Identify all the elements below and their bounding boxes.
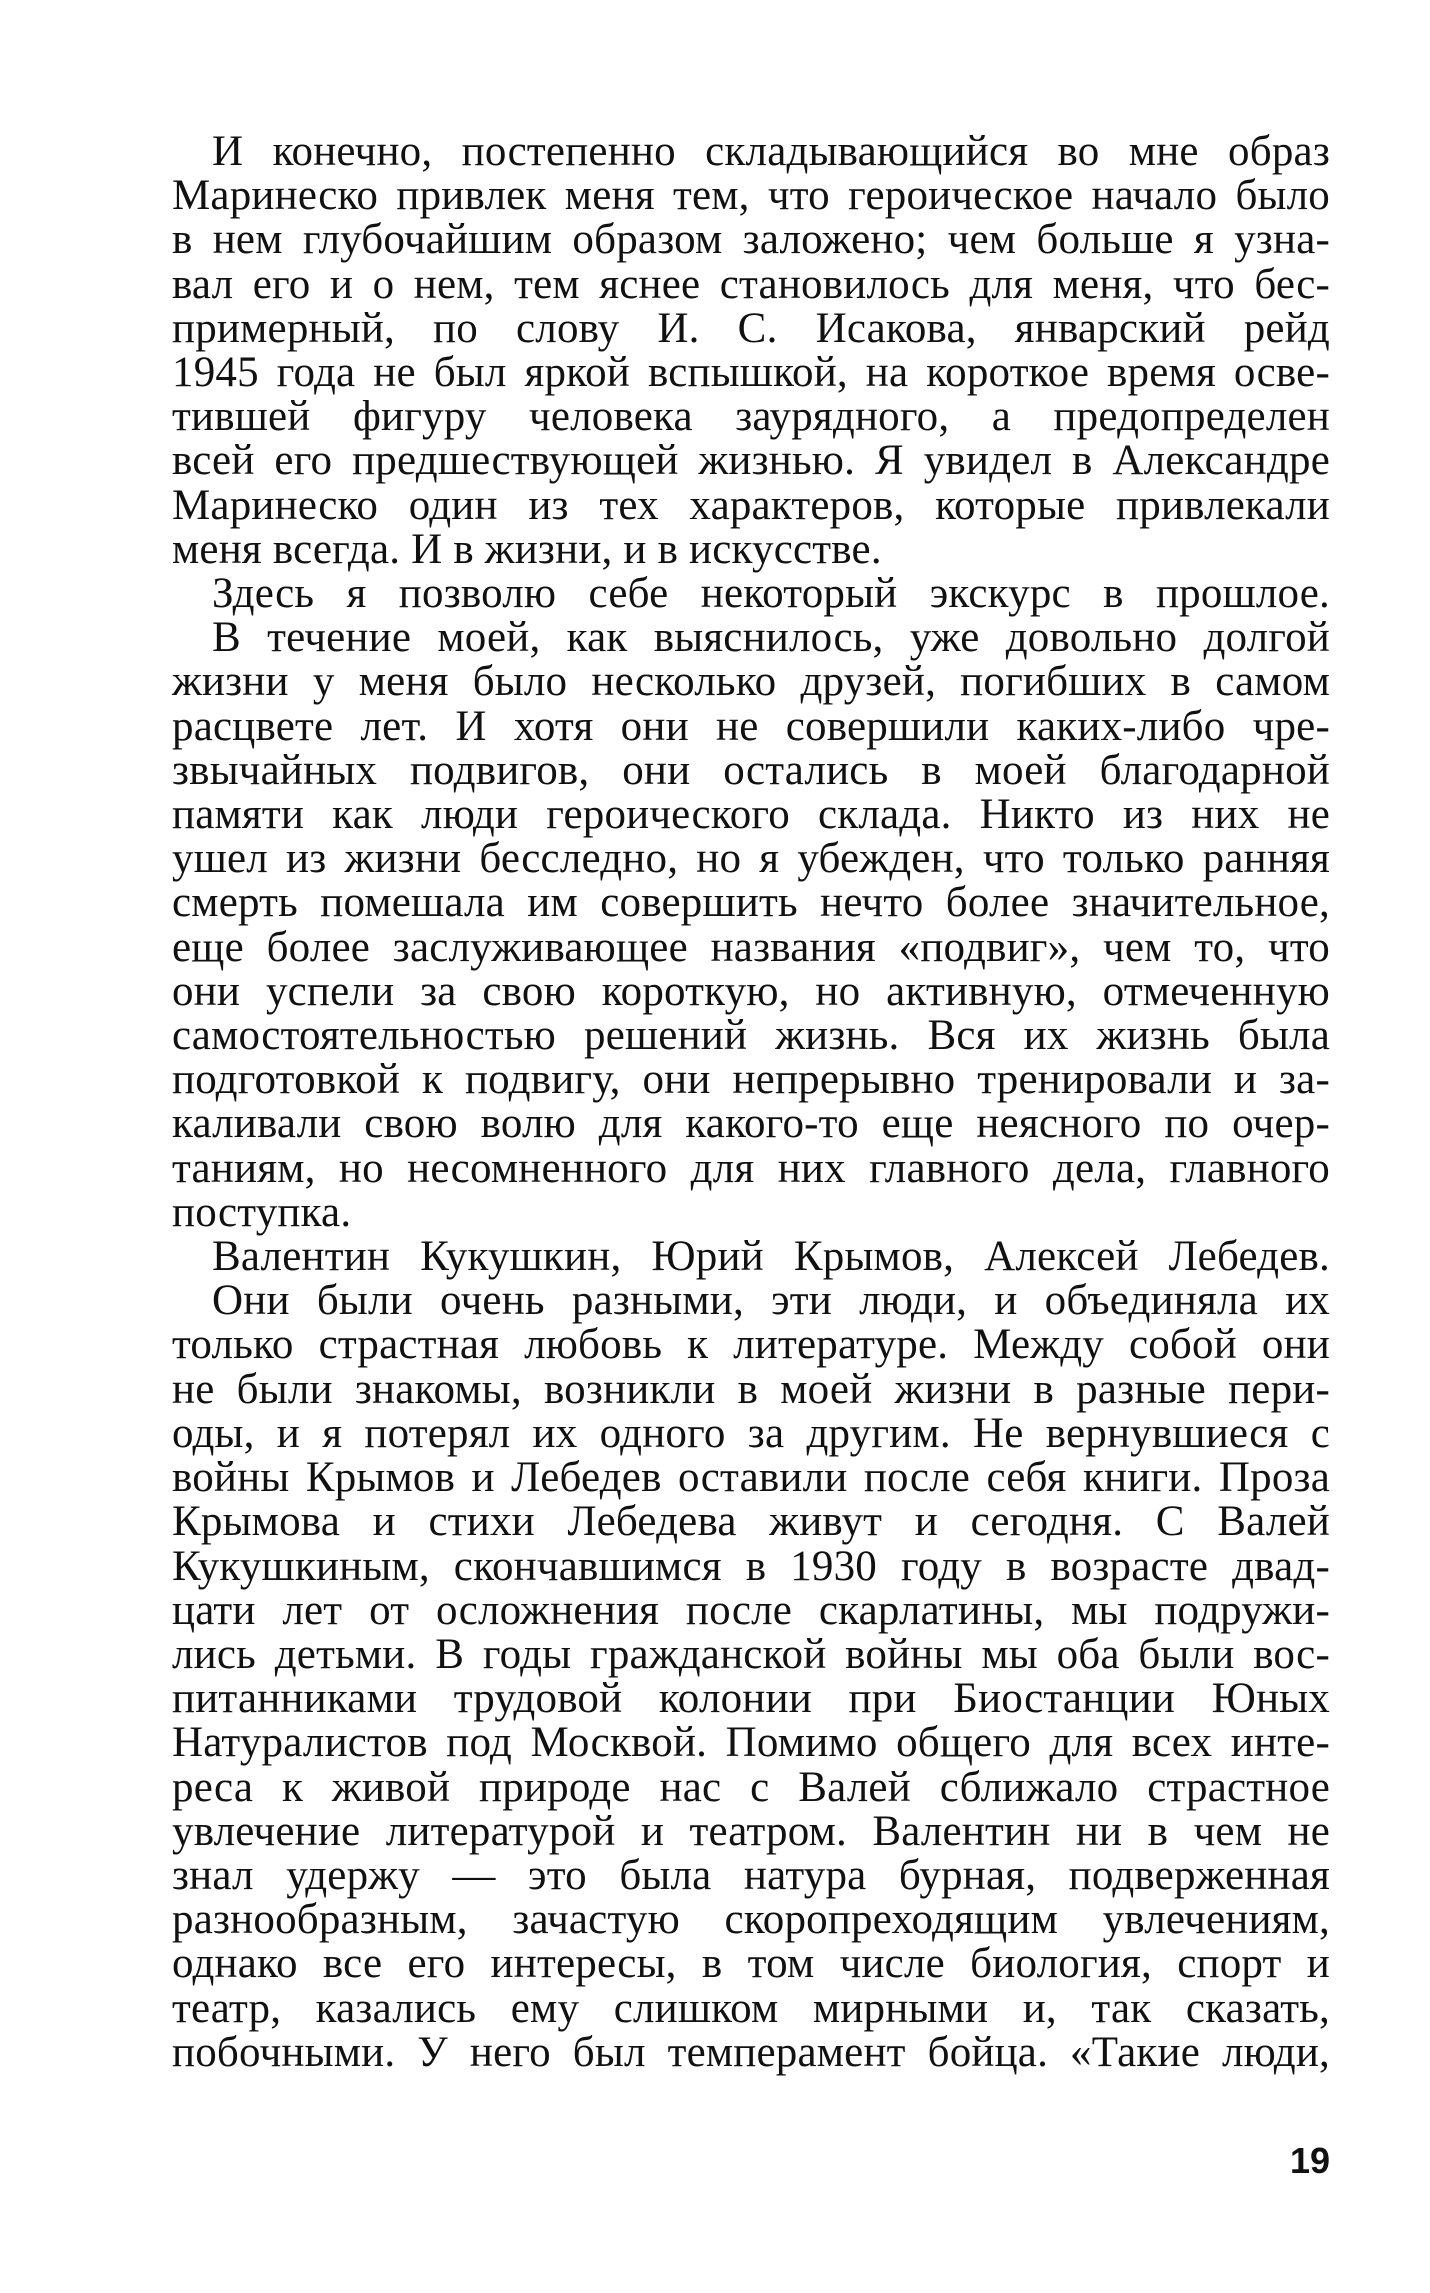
text-line: не были знакомы, возникли в моей жизни в разные пери- xyxy=(172,1365,1330,1413)
text-line: смерть помешала им совершить нечто более значительное, xyxy=(172,879,1330,927)
text-line: разнообразным, зачастую скоропреходящим увлечениям, xyxy=(172,1896,1330,1944)
text-line: Здесь я позволю себе некоторый экскурс в прошлое. xyxy=(212,570,1330,618)
text-line: побочными. У него был темперамент бойца. «Такие люди, xyxy=(172,2028,1330,2076)
text-line: звычайных подвигов, они остались в моей благодарной xyxy=(172,746,1330,794)
text-line: примерный, по слову И. С. Исакова, январский рейд xyxy=(172,304,1330,352)
text-line: знал удержу — это была натура бурная, подверженная xyxy=(172,1851,1330,1899)
text-line: они успели за свою короткую, но активную, отмеченную xyxy=(172,967,1330,1015)
text-line: самостоятельностью решений жизнь. Вся их жизнь была xyxy=(172,1012,1330,1060)
text-line: вал его и о нем, тем яснее становилось для меня, что бес- xyxy=(172,260,1330,308)
text-line: 1945 года не был яркой вспышкой, на короткое время осве- xyxy=(172,349,1330,397)
text-line: всей его предшествующей жизнью. Я увидел в Александре xyxy=(172,437,1330,485)
text-line: ушел из жизни бесследно, но я убежден, что только ранняя xyxy=(172,835,1330,883)
page-body xyxy=(172,130,1330,2075)
text-line: каливали свою волю для какого-то еще неясного по очер- xyxy=(172,1100,1330,1148)
text-line: только страстная любовь к литературе. Между собой они xyxy=(172,1321,1330,1369)
text-line: Они были очень разными, эти люди, и объединяла их xyxy=(212,1277,1330,1325)
text-line: тившей фигуру человека заурядного, а предопределен xyxy=(172,393,1330,441)
text-line: лись детьми. В годы гражданской войны мы оба были вос- xyxy=(172,1630,1330,1678)
text-line: В течение моей, как выяснилось, уже довольно долгой xyxy=(212,614,1330,662)
text-line: Маринеско один из тех характеров, которые привлекали xyxy=(172,481,1330,529)
text-line: подготовкой к подвигу, они непрерывно тренировали и за- xyxy=(172,1056,1330,1104)
text-line: Натуралистов под Москвой. Помимо общего для всех инте- xyxy=(172,1719,1330,1767)
text-line: меня всегда. И в жизни, и в искусстве. xyxy=(172,525,882,573)
text-line: Кукушкиным, скончавшимся в 1930 году в возрасте двад- xyxy=(172,1542,1330,1590)
text-line: увлечение литературой и театром. Валентин ни в чем не xyxy=(172,1807,1330,1855)
text-line: И конечно, постепенно складывающийся во мне образ xyxy=(212,128,1330,175)
text-line: Крымова и стихи Лебедева живут и сегодня. С Валей xyxy=(172,1498,1330,1546)
text-line: Маринеско привлек меня тем, что героическое начало было xyxy=(172,172,1330,220)
text-line: реса к живой природе нас с Валей сближало страстное xyxy=(172,1763,1330,1811)
text-line: Валентин Кукушкин, Юрий Крымов, Алексей Лебедев. xyxy=(212,1233,1330,1281)
text-line: в нем глубочайшим образом заложено; чем больше я узна- xyxy=(172,216,1330,264)
text-line: поступка. xyxy=(172,1188,352,1236)
text-line: театр, казались ему слишком мирными и, так сказать, xyxy=(172,1984,1330,2032)
text-line: расцвете лет. И хотя они не совершили каких-либо чре- xyxy=(172,702,1330,750)
text-line: питанниками трудовой колонии при Биостанции Юных xyxy=(172,1675,1330,1723)
text-line: жизни у меня было несколько друзей, погибших в самом xyxy=(172,658,1330,706)
text-line: войны Крымов и Лебедев оставили после себя книги. Проза xyxy=(172,1454,1330,1502)
text-line: однако все его интересы, в том числе биология, спорт и xyxy=(172,1940,1330,1988)
text-line: таниям, но несомненного для них главного дела, главного xyxy=(172,1144,1330,1192)
text-line: памяти как люди героического склада. Никто из них не xyxy=(172,791,1330,839)
text-line: цати лет от осложнения после скарлатины, мы подружи- xyxy=(172,1586,1330,1634)
text-line: оды, и я потерял их одного за другим. Не вернувшиеся с xyxy=(172,1409,1330,1457)
page-number: 19 xyxy=(1289,2140,1330,2181)
text-line: еще более заслуживающее названия «подвиг», чем то, что xyxy=(172,923,1330,971)
